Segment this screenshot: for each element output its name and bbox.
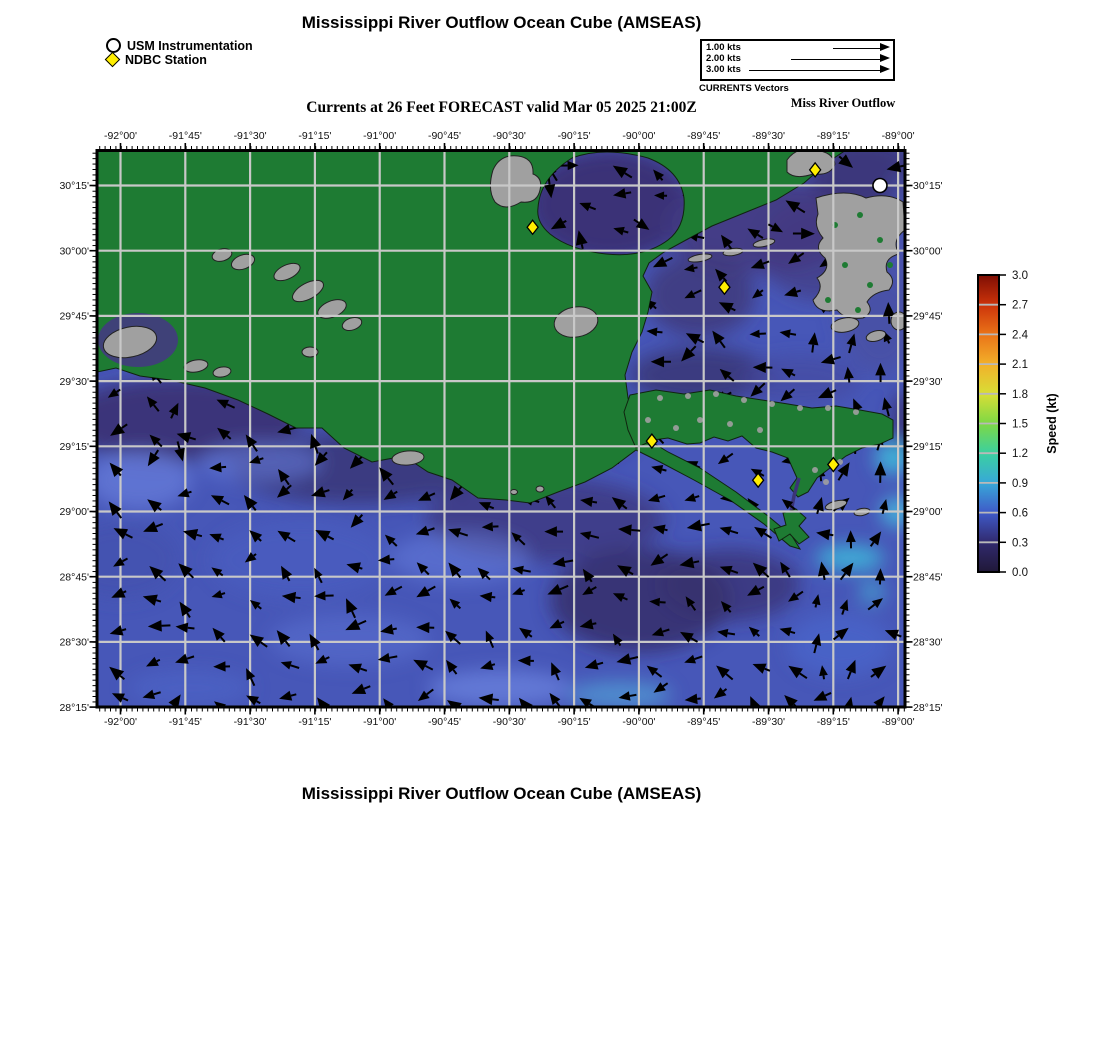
svg-text:-90°15': -90°15' xyxy=(557,716,591,728)
svg-text:-90°15': -90°15' xyxy=(557,130,591,142)
svg-text:29°15': 29°15' xyxy=(913,441,943,453)
svg-text:28°15': 28°15' xyxy=(59,701,89,714)
svg-text:-90°00': -90°00' xyxy=(622,130,656,142)
vector-scale-label: 1.00 kts xyxy=(706,42,741,53)
region-label: Miss River Outflow xyxy=(790,96,896,110)
svg-text:2.1: 2.1 xyxy=(1012,359,1028,372)
svg-text:30°15': 30°15' xyxy=(59,180,89,193)
svg-text:28°45': 28°45' xyxy=(913,571,943,584)
svg-text:-91°45': -91°45' xyxy=(168,716,202,728)
svg-text:1.2: 1.2 xyxy=(1012,448,1028,461)
svg-text:30°15': 30°15' xyxy=(913,180,943,193)
svg-text:2.7: 2.7 xyxy=(1012,299,1028,312)
svg-text:-89°30': -89°30' xyxy=(751,716,786,728)
svg-text:-91°15': -91°15' xyxy=(298,716,332,728)
vector-legend-caption: CURRENTS Vectors xyxy=(699,83,789,94)
svg-text:29°30': 29°30' xyxy=(59,375,89,388)
svg-text:-90°00': -90°00' xyxy=(622,716,656,728)
colorbar xyxy=(978,270,1059,579)
svg-text:2.4: 2.4 xyxy=(1012,329,1028,342)
svg-text:-91°00': -91°00' xyxy=(363,130,397,142)
svg-text:28°45': 28°45' xyxy=(59,571,89,584)
colorbar-label: Speed (kt) xyxy=(1045,393,1059,454)
svg-text:-90°30': -90°30' xyxy=(492,716,526,728)
svg-text:29°15': 29°15' xyxy=(59,441,89,453)
vector-scale-label: 3.00 kts xyxy=(706,64,741,75)
svg-text:0.0: 0.0 xyxy=(1012,567,1028,579)
svg-text:-91°30': -91°30' xyxy=(233,716,267,728)
svg-text:29°00': 29°00' xyxy=(59,506,89,519)
svg-text:28°15': 28°15' xyxy=(913,701,943,714)
vector-scale-label: 2.00 kts xyxy=(706,53,741,64)
svg-text:0.9: 0.9 xyxy=(1012,477,1028,490)
svg-text:-92°00': -92°00' xyxy=(103,130,138,142)
svg-text:-90°45': -90°45' xyxy=(427,130,462,142)
page-title: Mississippi River Outflow Ocean Cube (AMSEAS) xyxy=(301,13,702,32)
svg-text:-89°00': -89°00' xyxy=(881,716,915,728)
legend-ndbc-label: NDBC Station xyxy=(125,52,207,67)
legend-usm-label: USM Instrumentation xyxy=(127,38,253,53)
svg-text:-89°45': -89°45' xyxy=(687,716,721,728)
svg-text:-92°00': -92°00' xyxy=(103,716,138,728)
usm-station-marker xyxy=(873,179,887,193)
svg-text:30°00': 30°00' xyxy=(59,245,89,258)
svg-text:-89°15': -89°15' xyxy=(816,716,850,728)
svg-text:-89°15': -89°15' xyxy=(816,130,850,142)
svg-text:30°00': 30°00' xyxy=(913,245,943,258)
svg-text:0.6: 0.6 xyxy=(1012,507,1028,520)
svg-text:-89°30': -89°30' xyxy=(751,130,786,142)
svg-text:-91°15': -91°15' xyxy=(298,130,332,142)
svg-text:-91°30': -91°30' xyxy=(233,130,267,142)
svg-text:-91°00': -91°00' xyxy=(363,716,397,728)
svg-text:29°30': 29°30' xyxy=(913,375,943,388)
bottom-title: Mississippi River Outflow Ocean Cube (AMSEAS) xyxy=(301,784,702,803)
svg-text:-91°45': -91°45' xyxy=(168,130,202,142)
svg-text:-90°30': -90°30' xyxy=(492,130,526,142)
svg-text:-90°45': -90°45' xyxy=(427,716,462,728)
svg-text:29°45': 29°45' xyxy=(913,310,943,323)
svg-text:3.0: 3.0 xyxy=(1012,270,1028,282)
svg-text:0.3: 0.3 xyxy=(1012,537,1028,550)
svg-text:-89°45': -89°45' xyxy=(687,130,721,142)
svg-text:28°30': 28°30' xyxy=(59,636,89,649)
svg-text:1.8: 1.8 xyxy=(1012,388,1028,401)
svg-text:29°00': 29°00' xyxy=(913,506,943,519)
svg-text:1.5: 1.5 xyxy=(1012,418,1028,431)
svg-text:-89°00': -89°00' xyxy=(881,130,915,142)
svg-text:29°45': 29°45' xyxy=(59,310,89,323)
svg-text:28°30': 28°30' xyxy=(913,636,943,649)
map-subtitle: Currents at 26 Feet FORECAST valid Mar 05 2025 21:00Z xyxy=(306,99,697,116)
